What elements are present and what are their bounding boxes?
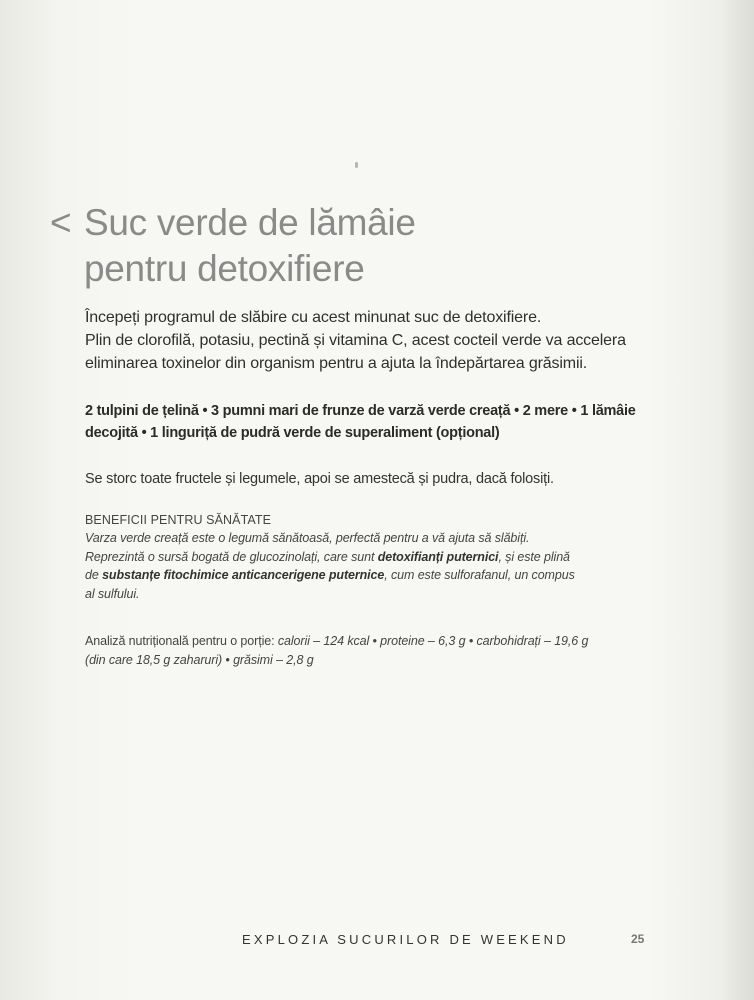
nutrition-line-1 bbox=[85, 632, 588, 651]
benefits-line-2-c: , și este plină bbox=[498, 549, 570, 564]
benefits-heading: BENEFICII PENTRU SĂNĂTATE bbox=[85, 513, 272, 527]
print-speck bbox=[355, 162, 358, 168]
benefits-line-2-a: Reprezintă o sursă bogată de glucozinolați, care sunt bbox=[85, 549, 378, 564]
chevron-left-icon: < bbox=[50, 202, 72, 243]
intro-line-2: Plin de clorofilă, potasiu, pectină și vitamina C, acest cocteil verde va accelera bbox=[85, 332, 626, 349]
title-line-1 bbox=[50, 200, 650, 246]
benefits-body bbox=[85, 529, 685, 603]
benefits-line-3 bbox=[85, 566, 685, 585]
ingredients-line-1: 2 tulpini de țelină • 3 pumni mari de frunze de varză verde creață • 2 mere • 1 lămâie bbox=[85, 403, 636, 419]
running-footer-title: EXPLOZIA SUCURILOR DE WEEKEND bbox=[242, 932, 569, 947]
benefits-emphasis-1: detoxifianți puternici bbox=[377, 549, 499, 564]
method-text: Se storc toate fructele și legumele, apoi se amestecă și pudra, dacă folosiți. bbox=[85, 471, 554, 487]
recipe-title bbox=[50, 200, 650, 292]
benefits-line-2 bbox=[85, 548, 685, 567]
nutrition-label: Analiză nutrițională pentru o porție: bbox=[85, 634, 278, 648]
intro-paragraph bbox=[85, 306, 725, 375]
nutrition-values-1: calorii – 124 kcal • proteine – 6,3 g • carbohidrați – 19,6 g bbox=[277, 634, 589, 648]
intro-line-3: eliminarea toxinelor din organism pentru a ajuta la îndepărtarea grăsimii. bbox=[85, 355, 588, 372]
nutrition-analysis bbox=[85, 632, 588, 670]
nutrition-values-2: (din care 18,5 g zaharuri) • grăsimi – 2,8 g bbox=[85, 653, 314, 667]
title-line-2: pentru detoxifiere bbox=[84, 248, 365, 289]
benefits-line-1: Varza verde creață este o legumă sănătoasă, perfectă pentru a vă ajuta să slăbiți. bbox=[85, 531, 530, 545]
ingredients-line-2: decojită • 1 linguriță de pudră verde de superaliment (opțional) bbox=[85, 425, 500, 441]
benefits-line-3-a: de bbox=[85, 568, 103, 582]
ingredients-list bbox=[85, 400, 685, 444]
page-number: 25 bbox=[631, 932, 645, 946]
nutrition-line-2 bbox=[85, 651, 588, 670]
intro-line-1: Începeți programul de slăbire cu acest minunat suc de detoxifiere. bbox=[85, 309, 542, 326]
benefits-line-3-c: , cum este sulforafanul, un compus bbox=[384, 568, 575, 582]
title-text-1: Suc verde de lămâie bbox=[84, 202, 416, 243]
benefits-line-4: al sulfului. bbox=[85, 586, 140, 601]
benefits-emphasis-2: substanțe fitochimice anticancerigene puternice bbox=[102, 568, 385, 582]
health-benefits bbox=[85, 511, 685, 603]
